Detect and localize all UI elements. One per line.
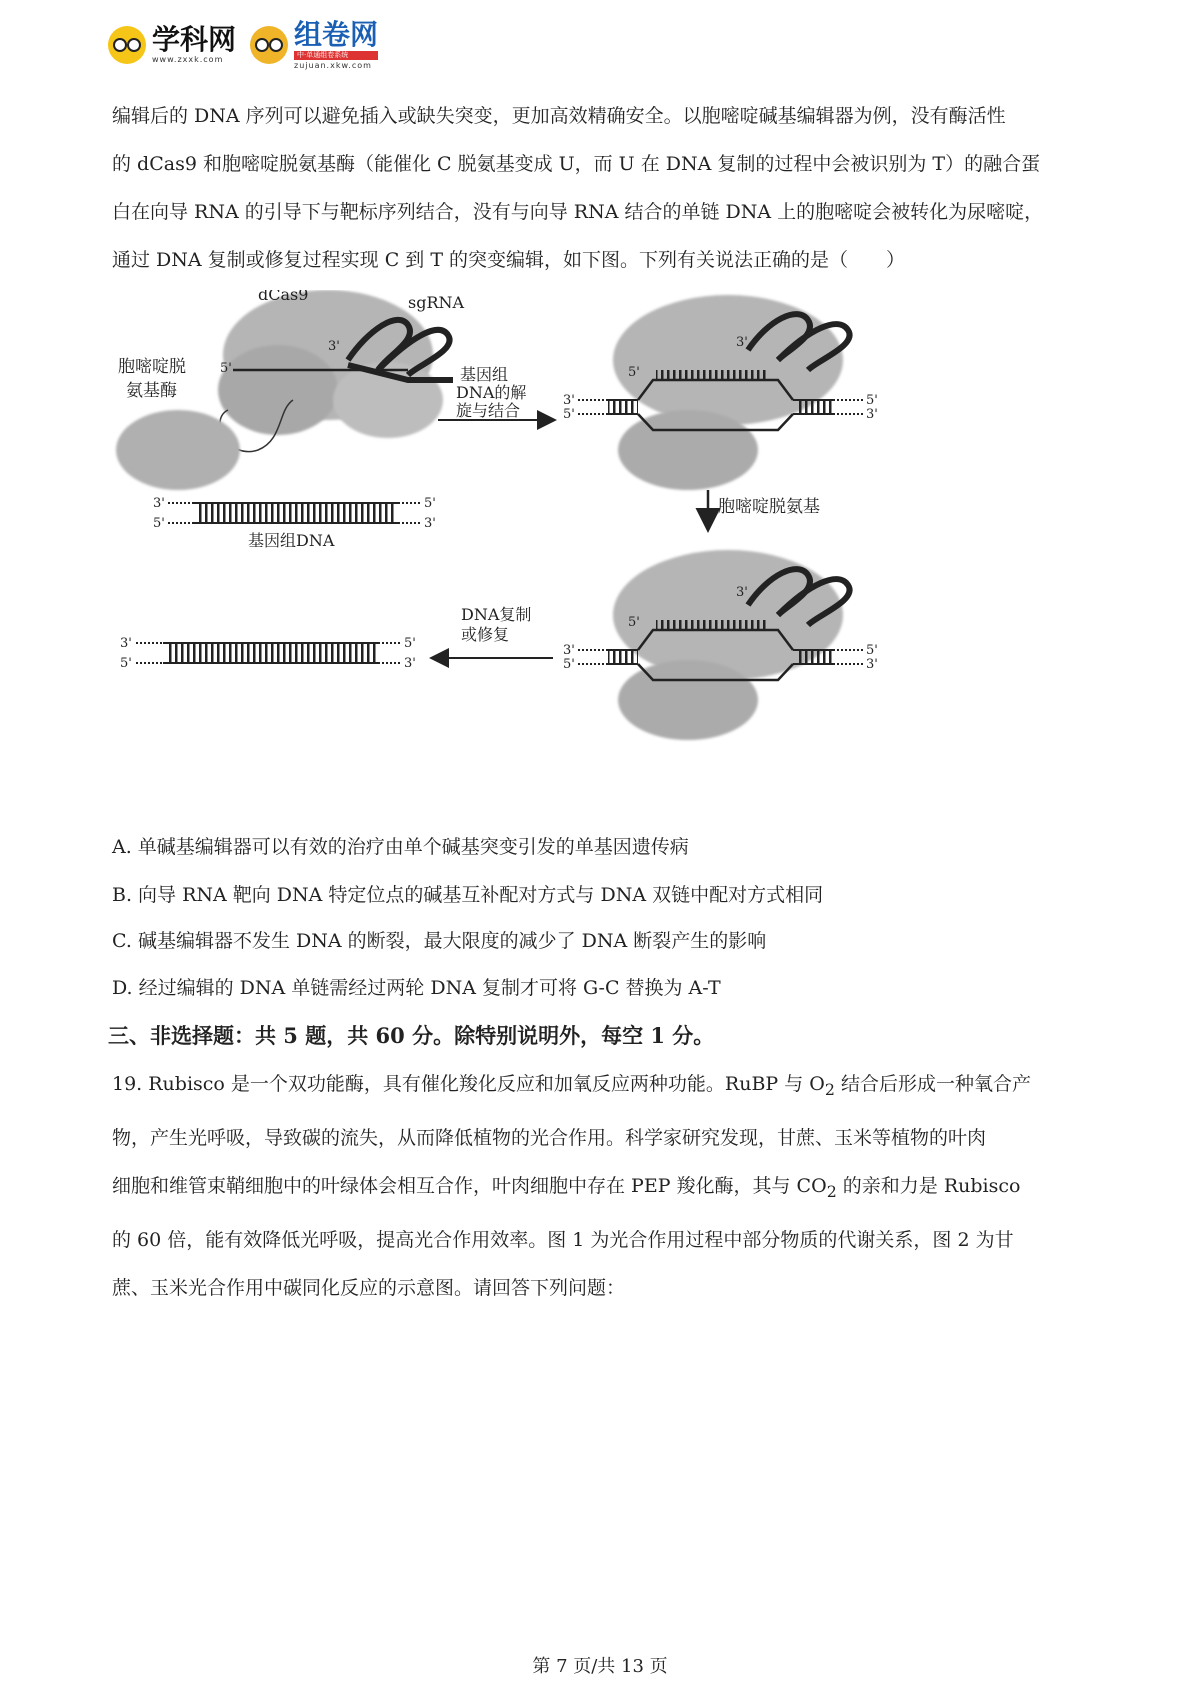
genomic-dna-edited bbox=[136, 643, 400, 663]
deaminase-protein bbox=[116, 410, 240, 490]
logo-name: 学科网 bbox=[152, 23, 237, 56]
genomic-dna-1 bbox=[168, 503, 420, 523]
sgrna-label: sgRNA bbox=[408, 293, 465, 312]
prime-5-label: 5' bbox=[563, 657, 575, 672]
prime-5-label: 5' bbox=[628, 365, 640, 380]
text-line: 细胞和维管束鞘细胞中的叶绿体会相互合作，叶肉细胞中存在 PEP 羧化酶，其与 $CO_2$ 的亲和力是 Rubisco bbox=[112, 1174, 1021, 1201]
option-b: B. 向导 RNA 靶向 DNA 特定位点的碱基互补配对方式与 DNA 双链中配对方式相同 bbox=[112, 884, 824, 906]
owl-logo-icon bbox=[250, 26, 288, 64]
text-line: 物，产生光呼吸，导致碳的流失，从而降低植物的光合作用。科学家研究发现，甘蔗、玉米等植物的叶肉 bbox=[112, 1126, 987, 1149]
prime-3-label: 3' bbox=[866, 407, 878, 422]
prime-5-label: 5' bbox=[628, 615, 640, 630]
prime-3-label: 3' bbox=[736, 335, 748, 350]
dcas9-protein bbox=[218, 290, 443, 438]
deaminase-label-1: 胞嘧啶脱 bbox=[118, 357, 186, 377]
option-c: C. 碱基编辑器不发生 DNA 的断裂，最大限度的减少了 DNA 断裂产生的影响 bbox=[112, 930, 767, 952]
logo-url: zujuan.xkw.com bbox=[294, 60, 372, 70]
text-line: 的 60 倍，能有效降低光呼吸，提高光合作用效率。图 1 为光合作用过程中部分物质的代谢关系，图 2 为甘 bbox=[112, 1228, 1014, 1251]
step2-label: 胞嘧啶脱氨基 bbox=[718, 497, 820, 517]
base-editor-figure bbox=[108, 290, 968, 804]
prime-5-label: 5' bbox=[120, 656, 132, 671]
text-line: 白在向导 RNA 的引导下与靶标序列结合，没有与向导 RNA 结合的单链 DNA 上的胞嘧啶会被转化为尿嘧啶， bbox=[112, 201, 1044, 223]
dcas9-label: dCas9 bbox=[258, 290, 309, 304]
prime-3-label: 3' bbox=[153, 496, 165, 511]
prime-3-label: 3' bbox=[866, 657, 878, 672]
option-d: D. 经过编辑的 DNA 单链需经过两轮 DNA 复制才可将 G-C 替换为 A-T bbox=[112, 977, 721, 999]
step3-label-1: DNA复制 bbox=[461, 605, 532, 624]
prime-5-label: 5' bbox=[220, 361, 232, 376]
page-number: 第 7 页/共 13 页 bbox=[532, 1656, 668, 1677]
header-logos bbox=[108, 17, 379, 70]
logo-tag: 中·单通组卷系统 bbox=[294, 51, 378, 60]
question-19 bbox=[112, 1060, 1102, 1312]
step1-label-2: DNA的解 bbox=[456, 383, 527, 402]
step1-label-3: 旋与结合 bbox=[456, 401, 521, 420]
text-line: 通过 DNA 复制或修复过程实现 C 到 T 的突变编辑，如下图。下列有关说法正确的是（ ） bbox=[112, 249, 906, 271]
prime-5-label: 5' bbox=[563, 407, 575, 422]
prime-3-label: 3' bbox=[424, 516, 436, 531]
prime-3-label: 3' bbox=[404, 656, 416, 671]
bound-complex-1 bbox=[578, 295, 863, 490]
logo-url: www.zxxk.com bbox=[152, 55, 224, 64]
bound-complex-2 bbox=[578, 550, 863, 740]
text-line: 的 dCas9 和胞嘧啶脱氨基酶（能催化 C 脱氨基变成 U，而 U 在 DNA 复制的过程中会被识别为 T）的融合蛋 bbox=[112, 153, 1041, 175]
deaminase-label-2: 氨基酶 bbox=[126, 381, 177, 401]
genomic-dna-label: 基因组DNA bbox=[248, 531, 335, 550]
text-line: 19. Rubisco 是一个双功能酶，具有催化羧化反应和加氧反应两种功能。RuBP 与 $O_2$ 结合后形成一种氧合产 bbox=[112, 1073, 1031, 1099]
prime-3-label: 3' bbox=[563, 643, 575, 658]
logo-name: 组卷网 bbox=[294, 17, 379, 51]
prime-3-label: 3' bbox=[563, 393, 575, 408]
figure-svg bbox=[108, 290, 968, 800]
prime-5-label: 5' bbox=[424, 496, 436, 511]
option-a: A. 单碱基编辑器可以有效的治疗由单个碱基突变引发的单基因遗传病 bbox=[112, 836, 689, 858]
intro-paragraph bbox=[112, 92, 1102, 284]
text-line: 编辑后的 DNA 序列可以避免插入或缺失突变，更加高效精确安全。以胞嘧啶碱基编辑器为例，没有酶活性 bbox=[112, 105, 1006, 127]
prime-5-label: 5' bbox=[404, 636, 416, 651]
prime-3-label: 3' bbox=[120, 636, 132, 651]
prime-5-label: 5' bbox=[866, 643, 878, 658]
zxxk-logo bbox=[108, 23, 237, 64]
step3-label-2: 或修复 bbox=[461, 625, 510, 644]
owl-logo-icon bbox=[108, 26, 146, 64]
step1-label-1: 基因组 bbox=[460, 365, 509, 384]
text-line: 蔗、玉米光合作用中碳同化反应的示意图。请回答下列问题： bbox=[112, 1276, 626, 1299]
prime-3-label: 3' bbox=[328, 339, 340, 354]
prime-5-label: 5' bbox=[153, 516, 165, 531]
zujuan-logo bbox=[250, 17, 379, 70]
prime-5-label: 5' bbox=[866, 393, 878, 408]
prime-3-label: 3' bbox=[736, 585, 748, 600]
section-title: 三、非选择题：共 5 题，共 60 分。除特别说明外，每空 1 分。 bbox=[108, 1023, 715, 1048]
